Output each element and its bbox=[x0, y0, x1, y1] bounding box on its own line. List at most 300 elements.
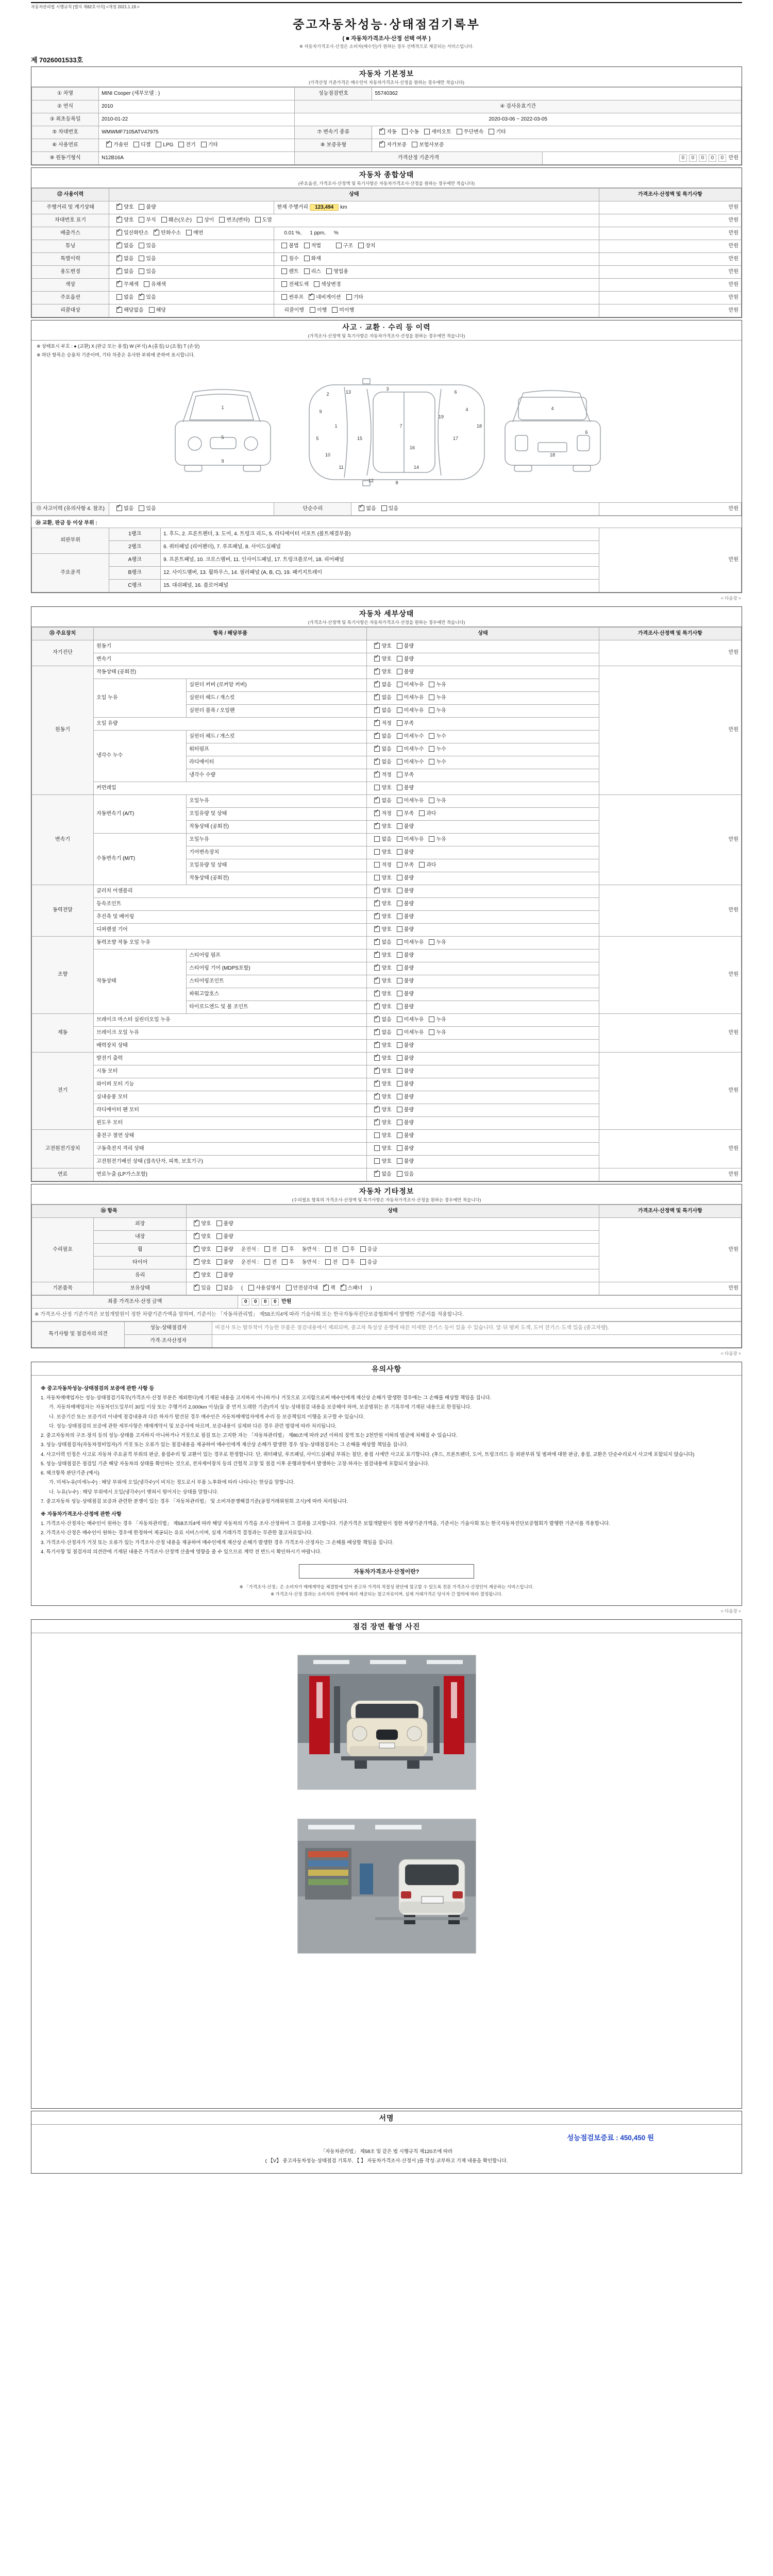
section-inspection-photos bbox=[31, 1619, 742, 2109]
cell-text: 만원 bbox=[728, 256, 738, 262]
notice-body bbox=[31, 1376, 742, 1605]
value-transmission bbox=[372, 126, 742, 139]
value-special-history bbox=[109, 253, 274, 266]
value-odometer-km bbox=[274, 201, 599, 214]
section-signature-header bbox=[31, 2111, 742, 2125]
text-cell bbox=[94, 834, 187, 885]
checkbox-불량 bbox=[397, 1081, 402, 1087]
cell-text: 스티어링 펌프 bbox=[189, 952, 221, 958]
cell-text: 고전원전기장치 bbox=[45, 1145, 80, 1151]
label-emission bbox=[32, 227, 109, 240]
panel-number-6: 6 bbox=[585, 430, 588, 435]
checkbox-디젤 bbox=[133, 142, 139, 147]
text-cell bbox=[94, 1168, 367, 1181]
checkbox-label: 상이 bbox=[204, 217, 214, 224]
price-cell bbox=[599, 1130, 741, 1168]
text-cell bbox=[94, 782, 367, 795]
panel-number-10: 10 bbox=[325, 452, 331, 457]
text-cell bbox=[94, 653, 367, 666]
value-warranty-type bbox=[372, 139, 742, 152]
checkbox-누수 bbox=[429, 759, 434, 765]
checkbox-label: 양호 bbox=[381, 1056, 392, 1062]
checkbox-label: 무단변속 bbox=[463, 129, 484, 135]
checkbox-불량 bbox=[216, 1272, 222, 1278]
checkbox-부족 bbox=[397, 810, 402, 816]
cell-text: 스티어링조인트 bbox=[189, 978, 224, 984]
checkbox-label: 불량 bbox=[223, 1273, 233, 1279]
cell-text: ⑫ 사용이력 bbox=[57, 191, 84, 197]
cell-text: 실린더 커버 (로커암 커버) bbox=[189, 682, 247, 688]
checkbox-checked-적정 bbox=[374, 810, 380, 816]
panel-number-3: 3 bbox=[386, 386, 389, 392]
section-accident-history-header bbox=[31, 320, 742, 341]
section-basic-info-header bbox=[31, 67, 742, 87]
checkbox-label: 불량 bbox=[404, 1133, 414, 1139]
checkbox-label: 전 bbox=[272, 1260, 277, 1266]
label-rank-c bbox=[109, 580, 161, 592]
notice-foot-line: ※ 「가격조사·산정」은 소비자가 매매계약을 체결함에 있어 중고차 가격의 적절성 판단에 참고할 수 있도록 전문 가격조사·산정인이 제공하는 서비스입니다. bbox=[239, 1584, 534, 1589]
checkbox-label: 전체도색 bbox=[289, 282, 309, 288]
checkbox-label: 양호 bbox=[381, 785, 392, 791]
table-row bbox=[32, 266, 742, 279]
checkbox-label: 부족 bbox=[404, 772, 414, 778]
checkbox-무단변속 bbox=[457, 129, 462, 134]
checkbox-누유 bbox=[429, 1016, 434, 1022]
cell-text: 만원 bbox=[728, 1145, 738, 1151]
section-notice-header bbox=[31, 1362, 742, 1376]
cell-text: 등속조인트 bbox=[96, 901, 122, 907]
cell-text: 최종 가격조사·산정 금액 bbox=[107, 1298, 162, 1304]
checkbox-checked-양호 bbox=[194, 1272, 199, 1278]
checkbox-checked-없음 bbox=[374, 1029, 380, 1035]
next-page-hint: < 다음장 > bbox=[720, 596, 741, 601]
checkbox-미세누수 bbox=[397, 746, 402, 752]
cell-text: N12B16A bbox=[102, 155, 124, 161]
checkbox-checked-없음 bbox=[374, 939, 380, 945]
checkbox-label: 없음 bbox=[381, 798, 392, 804]
value-simple-repair bbox=[351, 503, 599, 516]
col-header-major-device bbox=[32, 628, 94, 640]
panel-number-9: 9 bbox=[319, 409, 322, 414]
price-cell bbox=[599, 1282, 741, 1295]
checkbox-훼손(오손) bbox=[161, 217, 167, 223]
table-row bbox=[32, 113, 742, 126]
notice-line: ※ 자동차가격조사·산정에 관한 사항 bbox=[41, 1512, 122, 1517]
checkbox-label: 불량 bbox=[223, 1234, 233, 1240]
checkbox-불량 bbox=[397, 669, 402, 674]
checkbox-누유 bbox=[429, 707, 434, 713]
cell-text: 타이어 bbox=[132, 1259, 148, 1265]
checks-cell bbox=[187, 1244, 599, 1257]
checkbox-label: 불량 bbox=[223, 1247, 233, 1253]
section-overall-state-title: 자동차 종합상태 bbox=[359, 171, 414, 179]
checks-cell bbox=[367, 962, 599, 975]
value-inspector-remarks bbox=[212, 1322, 742, 1335]
cell-text: 오일유량 및 상태 bbox=[189, 810, 227, 817]
section-signature bbox=[31, 2111, 742, 2174]
checkbox-checked-없음 bbox=[374, 707, 380, 713]
section-etc-info bbox=[31, 1184, 742, 1348]
checkbox-label: 미세누수 bbox=[404, 759, 424, 766]
cell-text: 타이로드엔드 및 볼 조인트 bbox=[189, 1004, 248, 1010]
notice-lines bbox=[41, 1385, 732, 1556]
cell-text: 전기 bbox=[57, 1088, 68, 1094]
fee-label: 성능점검보증료 : bbox=[567, 2134, 618, 2142]
row-label bbox=[32, 640, 94, 666]
check-group-text: 운전석 : bbox=[241, 1247, 259, 1253]
label-rank-1 bbox=[109, 528, 161, 541]
text-cell bbox=[187, 988, 367, 1001]
checkbox-label: 불량 bbox=[404, 978, 414, 985]
checkbox-세미오토 bbox=[424, 129, 430, 134]
checkbox-label: 적법 bbox=[311, 243, 321, 249]
checkbox-checked-양호 bbox=[374, 656, 380, 662]
checkbox-label: 불량 bbox=[404, 643, 414, 650]
notice-line: 4. 사고이력 인정은 사고로 자동차 주요골격 부위의 판금, 용접수리 및 교환이 있는 경우로 한정합니다. 단, 쿼터패널, 루프패널, 사이드실패널 부위는 절단, 용접 시에만 사고로 표기합니다. (후드, 프론트펜더, 도어, 트렁크리드 등 외판부위 및 범퍼에 대한 판금, 용접, 교환은 단순수리로서 사고에 포함되지 않습니다) bbox=[41, 1451, 695, 1458]
checkbox-label: 없음 bbox=[124, 295, 134, 301]
checkbox-label: 탄화수소 bbox=[161, 230, 181, 236]
text-cell bbox=[187, 872, 367, 885]
cell-text: 6. 쿼터패널 (리어펜더), 7. 루프패널, 8. 사이드실패널 bbox=[163, 544, 281, 550]
cell-text: 특기사항 및 점검자의 의견 bbox=[48, 1331, 108, 1337]
checks-cell bbox=[367, 1053, 599, 1065]
text-cell bbox=[94, 1065, 367, 1078]
checkbox-label: 해당없음 bbox=[124, 308, 144, 314]
checkbox-label: 불량 bbox=[404, 875, 414, 882]
checkbox-미세누유 bbox=[397, 798, 402, 803]
cell-text: 상태 bbox=[478, 630, 488, 636]
cell-text: 클러치 어셈블리 bbox=[96, 888, 133, 894]
checkbox-불량 bbox=[397, 1145, 402, 1151]
text-cell bbox=[94, 640, 367, 653]
checkbox-label: 적정 bbox=[381, 772, 392, 778]
row-label bbox=[94, 1218, 187, 1231]
value-appraiser-remarks bbox=[212, 1335, 742, 1348]
section-detail-state-title: 자동차 세부상태 bbox=[359, 609, 414, 618]
text-cell bbox=[187, 679, 367, 692]
checkbox-불량 bbox=[397, 1004, 402, 1009]
checkbox-label: 부족 bbox=[404, 721, 414, 727]
checkbox-label: 미세누유 bbox=[404, 837, 424, 843]
cell-text: 2010 bbox=[102, 103, 113, 109]
notice-line: 2. 중고자동차의 구조·장치 등의 성능·상태를 고지하지 아니하거나 거짓으로 점검 또는 고지한 자는 「자동차관리법」 제80조에 따라 2년 이하의 징역 또는 2천만원 이하의 벌금에 처해질 수 있습니다. bbox=[41, 1433, 458, 1438]
car-top-view bbox=[309, 379, 484, 486]
cell-text: 조향 bbox=[57, 972, 68, 978]
cell-text: 주행거리 및 계기상태 bbox=[46, 204, 94, 210]
cell-text: 55740362 bbox=[375, 90, 398, 96]
value-odometer-state bbox=[109, 201, 274, 214]
checkbox-checked-자동 bbox=[379, 129, 385, 134]
label-model-year bbox=[32, 100, 99, 113]
bottom-whitespace bbox=[31, 2176, 742, 2217]
cell-text: 수리필요 bbox=[53, 1246, 73, 1252]
value-rank-a bbox=[161, 554, 599, 567]
checkbox-누수 bbox=[429, 746, 434, 752]
checkbox-불량 bbox=[397, 926, 402, 932]
cell-text: 작동상태 bbox=[96, 978, 116, 984]
text-cell bbox=[94, 1053, 367, 1065]
checkbox-label: 수동 bbox=[409, 129, 419, 135]
checkbox-checked-양호 bbox=[194, 1259, 199, 1265]
checkbox-있음 bbox=[139, 268, 144, 274]
label-vin-marking bbox=[32, 214, 109, 227]
value-final-price bbox=[238, 1296, 742, 1309]
notice-line: ※ 중고자동차성능·상태점검의 보증에 관한 사항 등 bbox=[41, 1386, 155, 1392]
cell-text: 배력장치 상태 bbox=[96, 1042, 128, 1048]
checkbox-label: 양호 bbox=[381, 1069, 392, 1075]
checkbox-checked-양호 bbox=[374, 1042, 380, 1048]
text-cell bbox=[94, 731, 187, 782]
cell-text: 2010-01-22 bbox=[102, 116, 128, 122]
table-row bbox=[32, 795, 742, 808]
cell-text: 만원 bbox=[728, 1029, 738, 1036]
checks-cell bbox=[367, 834, 599, 846]
checkbox-썬루프 bbox=[281, 294, 287, 300]
row-label bbox=[32, 1168, 94, 1181]
checkbox-label: 불량 bbox=[404, 1094, 414, 1100]
car-outline-svg bbox=[155, 360, 618, 499]
checkbox-label: 양호 bbox=[381, 953, 392, 959]
overall-state-table bbox=[31, 188, 742, 317]
notice-line: 6. 체크항목 판단기준 (예시) bbox=[41, 1470, 99, 1476]
cell-text: 디퍼렌셜 기어 bbox=[96, 926, 128, 933]
panel-number-13: 13 bbox=[345, 389, 351, 395]
checks-cell bbox=[367, 1014, 599, 1027]
cell-text: 비검사 또는 탈부착이 가능한 부품은 점검내용에서 제외되며, 중고차 특성상 운행에 따른 미세한 잔기스 등이 있을 수 있습니다. 앞·뒤 범퍼 도색, 도어 잔기스·도색 있음 (중고차량). bbox=[215, 1325, 609, 1331]
checkbox-label: 보험사보증 bbox=[419, 142, 444, 148]
cell-text: 만원 bbox=[728, 907, 738, 913]
checkbox-label: 영업용 bbox=[333, 269, 348, 275]
cell-text: ① 차명 bbox=[57, 90, 74, 96]
price-digit: 0 bbox=[689, 155, 697, 162]
checkbox-checked-양호 bbox=[194, 1221, 199, 1226]
checkbox-label: 부족 bbox=[404, 862, 414, 869]
checkbox-label: 불량 bbox=[404, 1004, 414, 1010]
price-digit: 0 bbox=[242, 1298, 249, 1306]
checkbox-label: 누유 bbox=[436, 798, 446, 804]
checkbox-label: 있음 bbox=[201, 1285, 211, 1292]
cell-text: 리콜대상 bbox=[60, 307, 80, 313]
cell-text: ③ 최초등록일 bbox=[49, 116, 81, 122]
panel-number-4: 4 bbox=[551, 406, 554, 411]
checkbox-구조 bbox=[336, 243, 342, 248]
checks-cell bbox=[367, 859, 599, 872]
value-usage-change bbox=[109, 266, 274, 279]
section-detail-state-header bbox=[31, 607, 742, 627]
checkbox-label: 없음 bbox=[124, 269, 134, 275]
panel-number-14: 14 bbox=[413, 465, 419, 470]
checks-cell bbox=[367, 1027, 599, 1040]
panel-number-11: 11 bbox=[339, 465, 344, 470]
value-tuning bbox=[109, 240, 274, 253]
checkbox-불량 bbox=[397, 991, 402, 996]
checks-cell bbox=[187, 1269, 599, 1282]
checkbox-label: 가솔린 bbox=[113, 142, 129, 148]
label-simple-repair bbox=[274, 503, 351, 516]
checkbox-checked-양호 bbox=[194, 1233, 199, 1239]
text-cell bbox=[94, 950, 187, 1014]
cell-text: 냉각수 수량 bbox=[189, 772, 216, 778]
checks-cell bbox=[367, 885, 599, 898]
checkbox-장치 bbox=[358, 243, 364, 248]
table-row bbox=[32, 937, 742, 950]
row-label bbox=[32, 666, 94, 795]
cell-text: 만원 bbox=[728, 281, 738, 287]
check-group-text: 0.01 %, bbox=[284, 230, 302, 236]
col-header-usage-history bbox=[32, 189, 109, 201]
cell-text: 실린더 헤드 / 개스킷 bbox=[189, 733, 235, 739]
checkbox-label: 양호 bbox=[381, 1120, 392, 1126]
text-cell bbox=[94, 1040, 367, 1053]
checkbox-label: 있음 bbox=[146, 295, 156, 301]
cell-text: 만원 bbox=[728, 307, 738, 313]
table-row bbox=[32, 1296, 742, 1309]
checkbox-label: 누유 bbox=[436, 708, 446, 714]
checkbox-checked-양호 bbox=[374, 643, 380, 649]
checks-cell bbox=[367, 1065, 599, 1078]
row-label bbox=[32, 1014, 94, 1053]
checkbox-label: 양호 bbox=[381, 1159, 392, 1165]
cell-text: 작동상태 (공회전) bbox=[96, 669, 137, 675]
cell-text: 충전구 절연 상태 bbox=[96, 1132, 135, 1139]
checkbox-렌트 bbox=[281, 268, 287, 274]
checkbox-label: 양호 bbox=[381, 914, 392, 920]
value-fuel bbox=[99, 139, 295, 152]
checkbox-checked-스패너 bbox=[341, 1285, 346, 1291]
checkbox-있음 bbox=[139, 256, 144, 261]
panel-number-9: 9 bbox=[221, 459, 224, 464]
panel-number-5: 5 bbox=[316, 436, 319, 441]
inspection-photo-front bbox=[297, 1655, 476, 1790]
price-cell bbox=[599, 1053, 741, 1130]
checkbox-label: 누수 bbox=[436, 759, 446, 766]
text-cell bbox=[187, 834, 367, 846]
form-reference-note: 자동차관리법 시행규칙 [별지 제82호서식] <개정 2021.1.19.> bbox=[31, 2, 742, 10]
text-cell bbox=[94, 1091, 367, 1104]
checkbox-label: 전 bbox=[332, 1247, 338, 1253]
cell-text: 수동변속기 (M/T) bbox=[96, 856, 136, 862]
check-group-text bbox=[329, 243, 330, 249]
checkbox-checked-양호 bbox=[374, 1068, 380, 1074]
table-row bbox=[32, 1014, 742, 1027]
cell-text: 연료누출 (LP가스포함) bbox=[96, 1171, 148, 1177]
checkbox-상이 bbox=[197, 217, 203, 223]
basic-info-table bbox=[31, 87, 742, 165]
next-page-hint: < 다음장 > bbox=[720, 1608, 741, 1614]
table-row bbox=[32, 126, 742, 139]
checkbox-label: 불량 bbox=[404, 1081, 414, 1088]
checkbox-매연 bbox=[186, 230, 192, 235]
notice-line: 5. 성능·상태점검은 점검일 기준 해당 자동차의 상태를 확인하는 것으로, 전자제어장치 등의 간헐적 고장 및 점검 이후 운행과정에서 발생하는 고장·하자는 점검내용에 포함되지 않습니다. bbox=[41, 1461, 430, 1467]
section-accident-history-note: (가격조사·산정액 및 특기사항은 자동차가격조사·산정을 원하는 경우에만 적습니다) bbox=[308, 333, 465, 338]
checkbox-checked-없음 bbox=[374, 798, 380, 803]
cell-text: 구동축전지 격리 상태 bbox=[96, 1145, 144, 1151]
checkbox-label: 색상변경 bbox=[321, 282, 341, 288]
checkbox-부족 bbox=[397, 772, 402, 777]
text-cell bbox=[187, 692, 367, 705]
checkbox-label: 없음 bbox=[381, 940, 392, 946]
checkbox-label: 누유 bbox=[436, 837, 446, 843]
label-main-frame bbox=[32, 554, 109, 592]
checkbox-label: 장치 bbox=[365, 243, 376, 249]
checkbox-침수 bbox=[281, 256, 287, 261]
checkbox-label: 누유 bbox=[436, 940, 446, 946]
checkbox-label: 누유 bbox=[436, 695, 446, 701]
price-digit: 0 bbox=[679, 155, 687, 162]
checkbox-label: 매연 bbox=[193, 230, 204, 236]
checkbox-checked-없음 bbox=[374, 746, 380, 752]
checkbox-checked-없음 bbox=[374, 682, 380, 687]
checkbox-불량 bbox=[139, 204, 144, 210]
checkbox-불량 bbox=[397, 1107, 402, 1112]
checkbox-checked-자가보증 bbox=[379, 142, 385, 147]
checkbox-label: 없음 bbox=[381, 747, 392, 753]
checkbox-불량 bbox=[397, 978, 402, 984]
checks-cell bbox=[367, 795, 599, 808]
table-row bbox=[32, 1335, 742, 1348]
cell-text: 외판부위 bbox=[60, 537, 80, 544]
checks-cell bbox=[367, 692, 599, 705]
checkbox-label: LPG bbox=[163, 142, 174, 148]
value-model-year bbox=[99, 100, 295, 113]
cell-text: 성능점검번호 bbox=[318, 90, 348, 96]
checkbox-양호 bbox=[374, 849, 380, 855]
checkbox-label: 없음 bbox=[223, 1285, 233, 1292]
checkbox-label: 미세누유 bbox=[404, 1017, 424, 1023]
cell-text: 만원 bbox=[728, 1285, 738, 1291]
table-row bbox=[32, 279, 742, 292]
panel-damage-caption: ⑭ 교환, 판금 등 이상 부위 : bbox=[31, 516, 742, 528]
section-etc-info-title: 자동차 기타정보 bbox=[359, 1187, 414, 1195]
cell-text: ※ 가격조사·산정 기준가격은 보험개발원이 정한 차량기준가액을 말하며, 기준서는 「자동차관리법」 제58조의4에 따라 기술사회 또는 한국자동차진단보증협회에서 발행한 기준서를 적용합니다. bbox=[35, 1311, 464, 1317]
checks-cell bbox=[367, 1143, 599, 1156]
signature-statement-line-2: ( 【V】 중고자동차성능·상태점검 기록부, 【 】 자동차가격조사·산정서 )를 작성·교부하고 기재 내용을 확인합니다. bbox=[265, 2158, 508, 2164]
row-label bbox=[94, 1269, 187, 1282]
cell-text: 윈도우 모터 bbox=[96, 1120, 123, 1126]
checkbox-불량 bbox=[216, 1246, 222, 1252]
value-inspection-no bbox=[372, 88, 742, 100]
checkbox-checked-없음 bbox=[374, 694, 380, 700]
checkbox-label: 안전삼각대 bbox=[293, 1285, 318, 1292]
checkbox-label: 누유 bbox=[436, 1030, 446, 1036]
checkbox-해당 bbox=[149, 307, 155, 313]
checks-cell bbox=[367, 1117, 599, 1130]
value-vin bbox=[99, 126, 295, 139]
checkbox-없음 bbox=[116, 294, 122, 300]
notice-line: 나. 누유(누수) : 해당 부위에서 오일(냉각수)이 맺혀서 떨어지는 상태를 말합니다. bbox=[49, 1489, 219, 1495]
checkbox-label: 무채색 bbox=[124, 282, 139, 288]
checkbox-label: 양호 bbox=[381, 669, 392, 675]
checkbox-label: 있음 bbox=[388, 506, 399, 512]
cell-text: ⑤ 차대번호 bbox=[52, 129, 78, 135]
checkbox-label: 미세누유 bbox=[404, 940, 424, 946]
table-row bbox=[32, 214, 742, 227]
cell-text: C랭크 bbox=[128, 582, 142, 588]
cell-text: ⑥ 사용연료 bbox=[52, 142, 78, 148]
checkbox-전 bbox=[325, 1259, 331, 1265]
table-row bbox=[32, 1322, 742, 1335]
text-cell bbox=[187, 821, 367, 834]
value-special-history-detail bbox=[274, 253, 599, 266]
checkbox-label: 불량 bbox=[404, 824, 414, 830]
checkbox-있음 bbox=[139, 243, 144, 248]
checkbox-checked-양호 bbox=[374, 952, 380, 958]
price-digit: 0 bbox=[699, 155, 707, 162]
cell-text: 만원 bbox=[728, 972, 738, 978]
checks-cell bbox=[367, 653, 599, 666]
checkbox-checked-양호 bbox=[374, 1107, 380, 1112]
notice-line: 4. 특기사항 및 점검자의 의견란에 기재된 내용은 가격조사·산정액 산출에 영향을 줄 수 있으므로 계약 전 반드시 확인하시기 바랍니다. bbox=[41, 1549, 322, 1555]
